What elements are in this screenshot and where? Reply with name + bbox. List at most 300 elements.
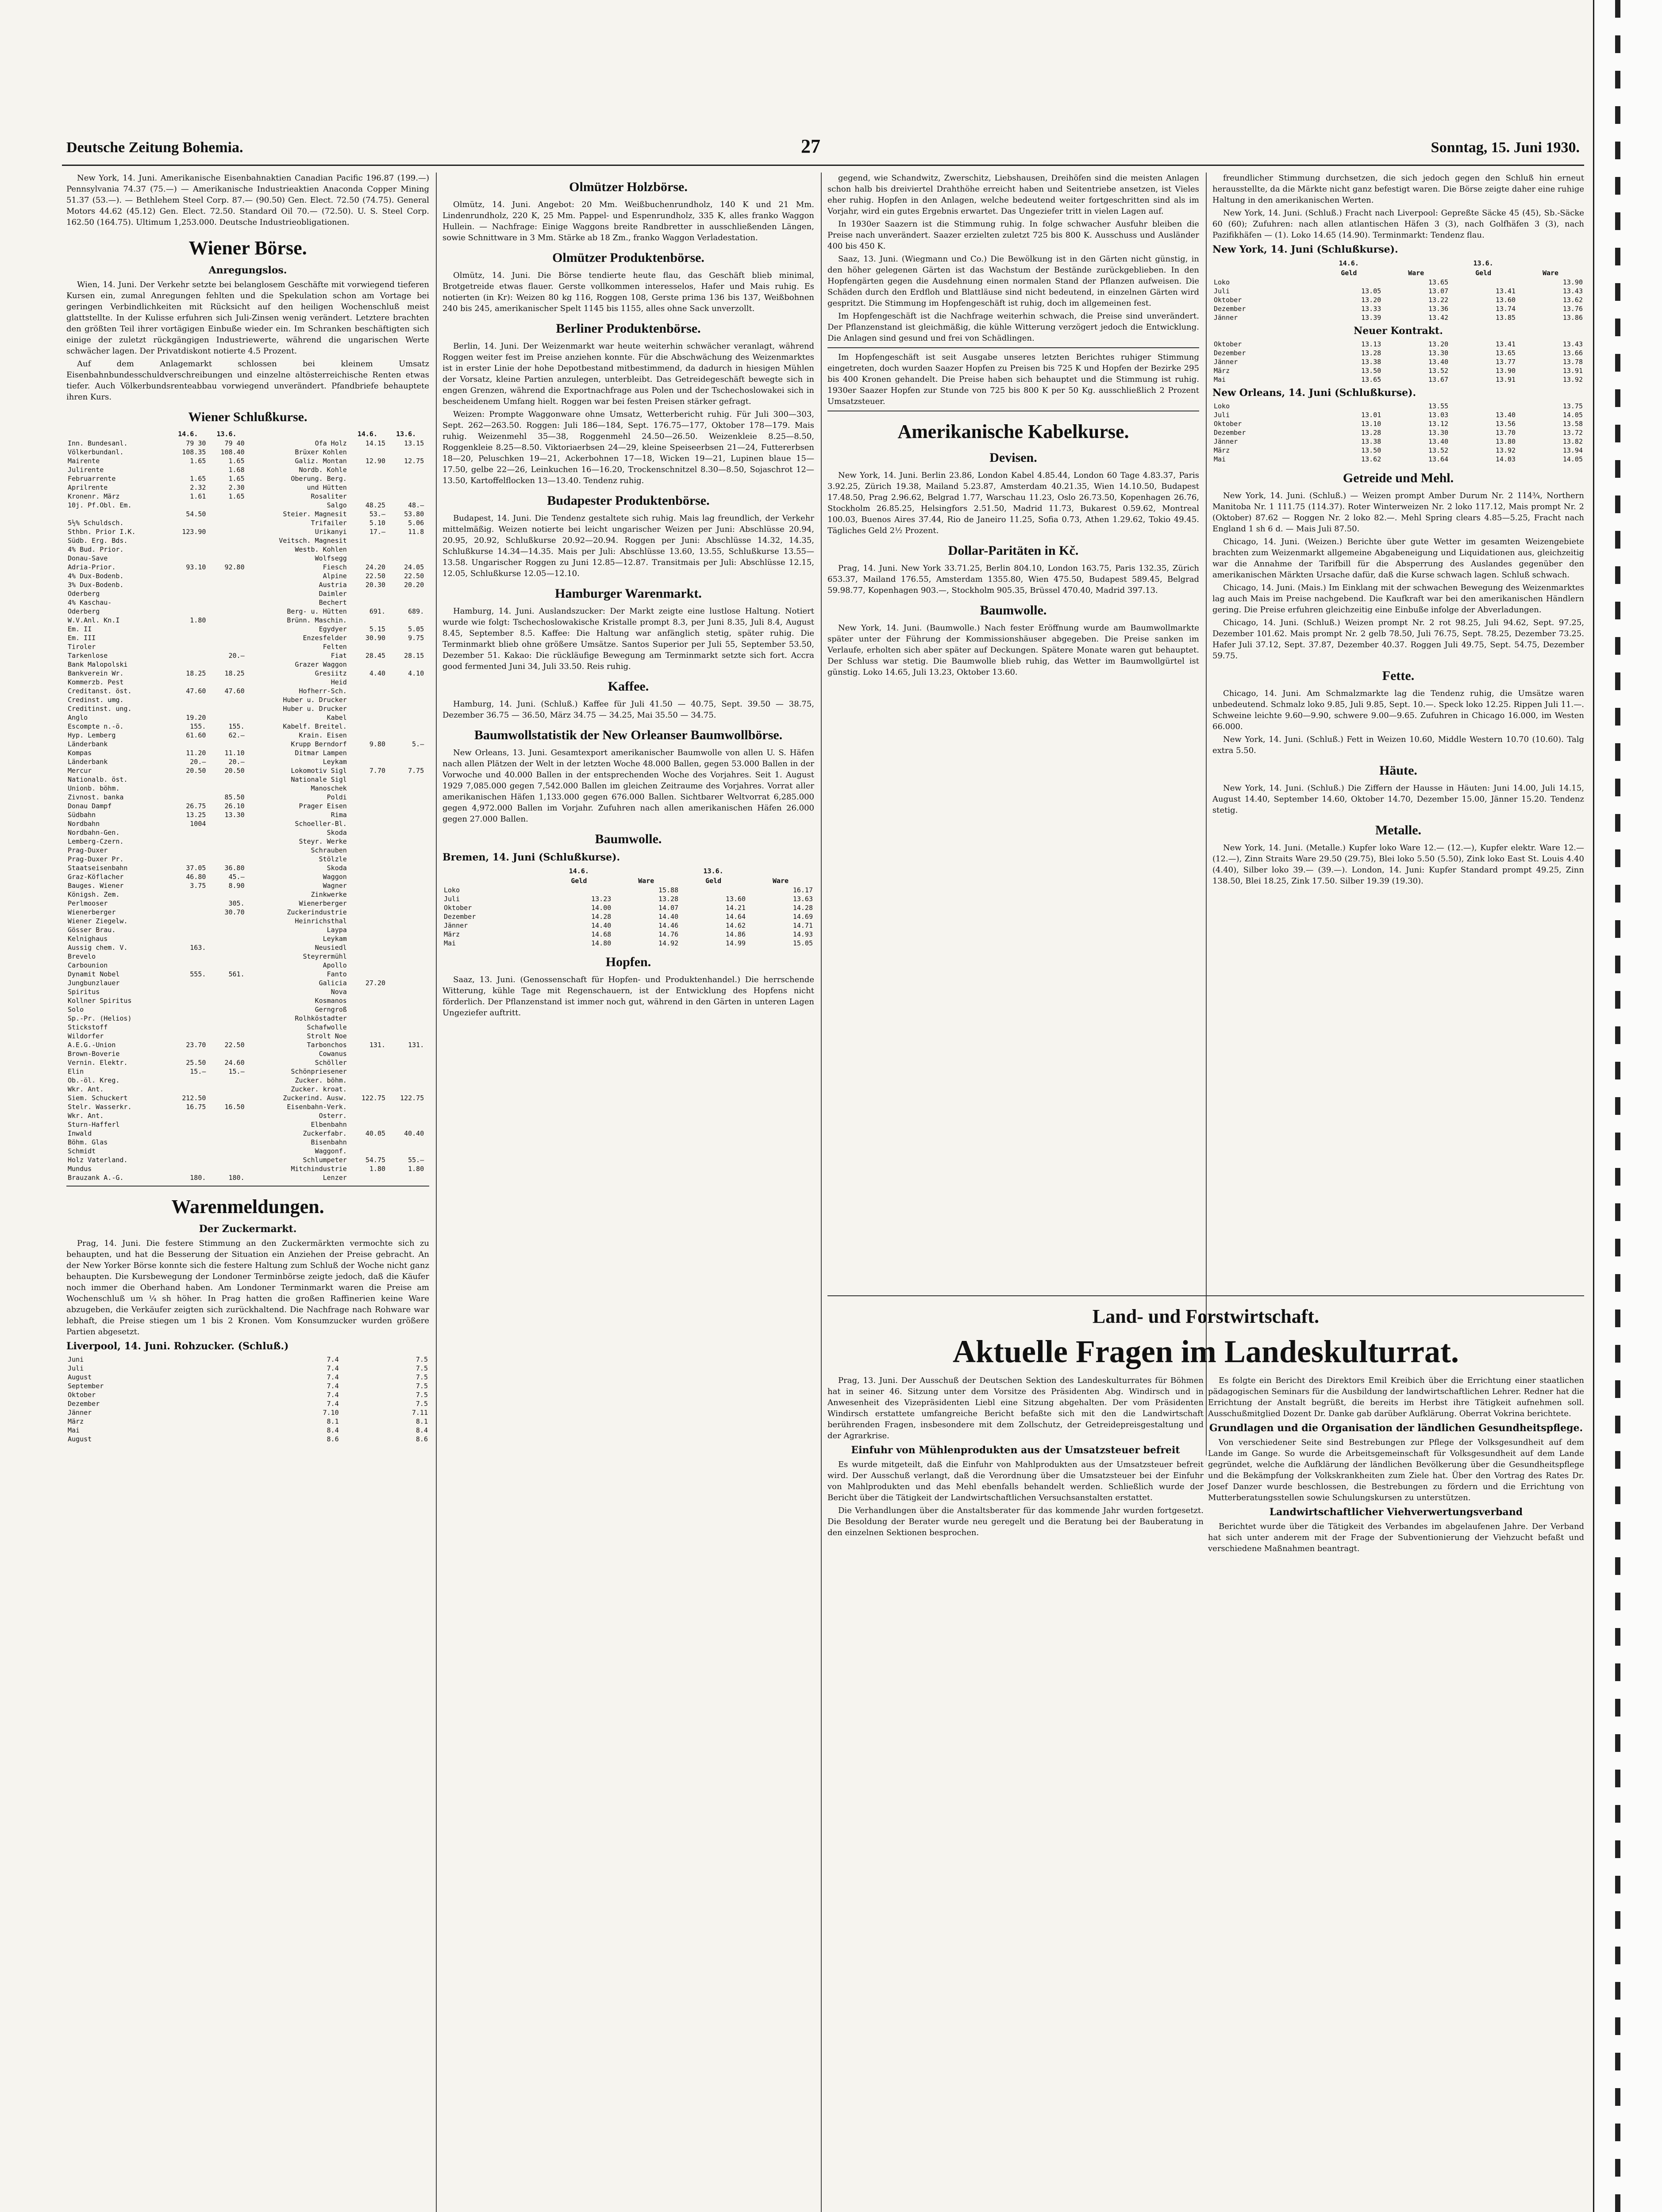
table-row — [1212, 296, 1584, 304]
table-cell: 7.70 — [369, 767, 386, 775]
table-cell — [207, 634, 246, 642]
table-cell: Leykam — [323, 758, 347, 766]
table-cell — [207, 996, 246, 1005]
table-cell — [425, 979, 429, 987]
divider — [827, 347, 1199, 348]
table-cell: Fanto — [327, 970, 347, 978]
table-cell — [348, 926, 387, 934]
table-row — [66, 527, 429, 536]
table-cell — [680, 886, 747, 895]
table-cell: Egydyer — [319, 625, 347, 633]
table-row — [66, 465, 429, 474]
table-cell — [387, 917, 425, 926]
table-cell: Grazer Waggon — [295, 661, 347, 668]
table-cell — [348, 660, 387, 669]
table-header-cell: Ware — [772, 877, 789, 885]
table-cell: Urikanyi — [315, 528, 347, 536]
table-row — [66, 1049, 429, 1058]
table-cell: 13.65 — [1428, 278, 1449, 286]
table-cell: Unionb. böhm. — [68, 784, 120, 792]
table-cell: 62.— — [228, 731, 245, 739]
table-cell: Jänner — [1214, 358, 1238, 366]
table-cell — [169, 501, 207, 510]
table-cell — [348, 678, 387, 687]
mill-products-text: Es wurde mitgeteilt, daß die Einfuhr von Mahlprodukten aus der Umsatzsteuer befreit wird. Der Ausschuß verlangt, daß die Verordnung über die Umsatzsteuer bei der Einfuhr von Mahlprodukten und das Mehl ebenfalls behandelt werden. Schließlich wurde der Bericht über die Tätigkeit der Landwirtschaftlichen Versuchsanstalten erstattet. — [827, 1460, 1204, 1502]
table-cell: 13.60 — [1495, 296, 1516, 304]
table-cell — [387, 1023, 425, 1032]
table-cell: Schafwolle — [307, 1023, 347, 1031]
table-cell: Brevelo — [68, 952, 96, 960]
table-cell — [348, 784, 387, 793]
table-cell: 1.65 — [228, 457, 245, 465]
table-cell: Wiener Ziegelw. — [68, 917, 128, 925]
table-cell: Perlmooser — [68, 899, 108, 907]
table-cell — [387, 846, 425, 855]
table-cell — [207, 1032, 246, 1041]
table-row — [66, 855, 429, 864]
table-cell — [387, 908, 425, 917]
table-row — [66, 616, 429, 625]
table-row — [1212, 340, 1584, 349]
table-cell: 13.82 — [1562, 438, 1583, 445]
table-cell — [207, 1085, 246, 1094]
table-cell: 13.70 — [1495, 429, 1516, 437]
table-cell — [169, 1076, 207, 1085]
table-cell: 53.80 — [404, 510, 424, 518]
table-cell: 108.35 — [182, 448, 206, 456]
table-row — [66, 1156, 429, 1164]
table-row — [1212, 411, 1584, 419]
table-cell: 27.20 — [365, 979, 386, 987]
table-cell — [169, 775, 207, 784]
table-cell: Schmidt — [68, 1147, 96, 1155]
table-cell: Kabel — [327, 714, 347, 722]
table-cell — [207, 934, 246, 943]
table-cell — [207, 607, 246, 616]
olmutz-produce-title: Olmützer Produktenbörse. — [552, 250, 704, 265]
table-cell: 11.10 — [224, 749, 245, 757]
table-cell: Fiat — [331, 652, 347, 660]
table-row — [66, 713, 429, 722]
table-cell: 13.66 — [1562, 349, 1583, 357]
table-cell — [207, 510, 246, 518]
table-cell: 13.63 — [793, 895, 813, 903]
grain-text: New York, 14. Juni. (Schluß.) — Weizen prompt Amber Durum Nr. 2 114¾, Northern Manitoba Nr. 1 111.75 (114.37). Roter Winterweizen Nr. 2 loko 117.12, Mais prompt Nr. 2 (Oktober) 87.62 — Roggen Nr. 2 loko 82.—. Mehl Spring clears 4.85—5.25, Fracht nach England 1 sh 6 d. — Mais Juli 87.50. — [1212, 491, 1584, 534]
table-cell — [207, 775, 246, 784]
ny-stock-report: New York, 14. Juni. Amerikanische Eisenbahnaktien Canadian Pacific 196.87 (199.—) Pennsylvania 74.37 (75.—) — Amerikanische Industrieaktien Anaconda Copper Mining 51.37 (53.—). — Bethlehem Steel Corp. 87.— (90.50) Gen. Elect. 72.50 (74.75). General Motors 44.62 (45.12) Gen. Elect. 72.50. Standard Oil 70.— (72.50). U. S. Steel Corp. 162.50 (164.75). Ultimum 1,253.000. Deutsche Industrieobligationen. — [66, 173, 429, 227]
table-cell — [207, 1129, 246, 1138]
table-cell — [348, 1005, 387, 1014]
table-cell: Prag-Duxer — [68, 846, 108, 854]
table-row — [66, 1102, 429, 1111]
table-cell: 22.50 — [365, 572, 386, 580]
table-row — [66, 492, 429, 501]
table-cell — [348, 731, 387, 740]
table-cell: 20.30 — [365, 581, 386, 589]
table-cell — [169, 784, 207, 793]
table-cell — [387, 979, 425, 987]
table-cell: Zuckerfabr. — [303, 1129, 347, 1137]
table-row — [66, 483, 429, 492]
table-header-cell: 13.6. — [1473, 259, 1493, 267]
table-row — [1212, 304, 1584, 313]
table-cell: Creditinst. ung. — [68, 705, 132, 713]
table-cell: 13.75 — [1562, 402, 1583, 410]
table-cell: Rolhköstadter — [295, 1014, 347, 1022]
budapest-produce-text: Budapest, 14. Juni. Die Tendenz gestaltete sich ruhig. Mais lag freundlich, der Verkehr mittelmäßig. Weizen notierte bei leicht ungarischer Weizen per Juni: Abschlüsse 20.94, 20.95, 20.92, Schlußkurse 20.92—20.94. Roggen per Juni: Abschlüsse 14.32, 14.35, Schlußkurse 14.34—14.35. Mais per Juli: Abschlüsse 13.60, 13.55, Schlußkurse 13.55—13.58. Ungarischer Roggen zu Juni 12.85—12.87. Transitmais per Juli: Abschlüsse 12.15, 12.05, Schlußkurse 12.05—12.10. — [442, 514, 814, 578]
table-row — [1212, 437, 1584, 446]
table-cell: Galiz. Montan — [295, 457, 347, 465]
table-cell — [169, 793, 207, 802]
table-cell: 13.40 — [1428, 358, 1449, 366]
table-cell: 13.40 — [1495, 411, 1516, 419]
table-cell — [387, 890, 425, 899]
table-cell: Steyrermühl — [303, 952, 347, 960]
table-cell — [387, 589, 425, 598]
table-cell: 5.— — [412, 740, 424, 748]
chicago-closing-text: Chicago, 14. Juni. (Schluß.) Weizen prompt Nr. 2 rot 98.25, Juli 94.62, Sept. 97.25, Dezember 101.62. Mais prompt Nr. 2 gelb 78.50, Juli 76.75, Sept. 78.25, Dezember 73.25. Hafer Juli 37.12, Sept. 37.87, Dezember 40.37. Roggen Juli 49.75, Sept. 54.75, Dezember 59.75. — [1212, 618, 1584, 661]
chicago-wheat-text: Chicago, 14. Juni. (Weizen.) Berichte über gute Wetter im gesamten Weizengebiete brachten zum Weizenmarkt allgemeine Abgabeneigung und Liquidationen aus, gleichzeitig war die Annahme der Tarifbill für die Absperrung des Auslandes gegenüber den amerikanischen Märkten Ursache dafür, daß die Kurse schwach lagen. Schluß schwach. — [1212, 537, 1584, 580]
table-row — [66, 607, 429, 616]
table-cell — [387, 731, 425, 740]
table-cell — [207, 1156, 246, 1164]
table-cell: 13.40 — [1428, 438, 1449, 445]
table-cell — [169, 554, 207, 563]
table-cell: Lemberg-Czern. — [68, 837, 124, 845]
table-cell: 8.6 — [416, 1435, 428, 1443]
table-cell: 9.80 — [369, 740, 386, 748]
divider — [66, 1186, 429, 1187]
table-cell: Stickstoff — [68, 1023, 108, 1031]
table-cell: Huber u. Drucker — [283, 705, 347, 713]
table-cell — [348, 749, 387, 757]
table-row — [66, 1147, 429, 1156]
table-cell: Hyp. Lemberg — [68, 731, 116, 739]
table-cell: Waggonf. — [315, 1147, 347, 1155]
table-cell: 14.40 — [658, 913, 679, 921]
hamburg-market-title: Hamburger Warenmarkt. — [555, 586, 702, 601]
table-cell — [169, 1156, 207, 1164]
metals-title: Metalle. — [1375, 823, 1422, 837]
table-cell: Juli — [68, 1364, 84, 1372]
table-row — [1212, 287, 1584, 296]
berlin-produce-title: Berliner Produktenbörse. — [556, 321, 701, 336]
table-cell — [348, 713, 387, 722]
table-cell: 13.38 — [1361, 438, 1381, 445]
table-cell — [207, 740, 246, 749]
table-cell — [207, 846, 246, 855]
table-row — [66, 952, 429, 961]
table-cell — [169, 908, 207, 917]
table-cell: 53.— — [369, 510, 386, 518]
table-cell: 13.13 — [1361, 340, 1381, 348]
table-cell: 14.28 — [591, 913, 612, 921]
table-cell: 13.74 — [1495, 305, 1516, 313]
table-cell: 555. — [190, 970, 206, 978]
table-row — [1212, 375, 1584, 384]
table-cell: Krupp Berndorf — [291, 740, 347, 748]
table-cell: 8.90 — [228, 882, 245, 890]
table-cell: 180. — [228, 1174, 245, 1182]
table-cell: 16.50 — [224, 1103, 245, 1111]
table-cell: Laypa — [327, 926, 347, 934]
table-cell: 1.80 — [369, 1165, 386, 1173]
table-cell — [169, 855, 207, 864]
table-cell: Oktober — [1214, 340, 1242, 348]
table-cell — [348, 1173, 387, 1182]
table-cell: 55.— — [408, 1156, 424, 1164]
table-row — [66, 1032, 429, 1041]
table-cell: Em. III — [68, 634, 96, 642]
table-row — [66, 1111, 429, 1120]
table-cell: Trifailer — [311, 519, 347, 527]
table-cell: Wkr. Ant. — [68, 1112, 104, 1120]
table-cell: 13.92 — [1495, 446, 1516, 454]
budapest-produce-title: Budapester Produktenbörse. — [547, 493, 710, 508]
table-cell — [348, 598, 387, 607]
cotton-ny-text: New York, 14. Juni. (Baumwolle.) Nach fester Eröffnung wurde am Baumwollmarkte später unter der Führung der Kommissionshäuser abgegeben. Die Preise sanken im Verlaufe, erholten sich aber später auf Deckungen. Spätere Monate waren gut behauptet. Der Schluss war stetig. Die Baumwolle blieb ruhig, das Wetter im Baumwollgürtel ist günstig. Loko 14.65, Juli 13.23, Oktober 13.60. — [827, 623, 1199, 677]
table-cell — [169, 572, 207, 580]
table-row — [66, 669, 429, 678]
table-cell: Tarkenlose — [68, 652, 108, 660]
table-cell: Strolt Noe — [307, 1032, 347, 1040]
table-cell: 2.32 — [190, 484, 206, 492]
table-cell — [348, 1111, 387, 1120]
table-cell — [348, 802, 387, 810]
table-cell: 13.42 — [1428, 314, 1449, 322]
table-cell — [348, 492, 387, 501]
table-cell — [348, 1049, 387, 1058]
table-cell — [387, 545, 425, 554]
table-row — [1212, 446, 1584, 455]
table-cell: 5½% Schuldsch. — [68, 519, 124, 527]
table-cell — [348, 1067, 387, 1076]
table-row — [66, 1426, 429, 1435]
table-row — [66, 1094, 429, 1102]
table-cell: Bauges. Wiener — [68, 882, 124, 890]
column-rule — [436, 173, 437, 2212]
table-cell: Bechert — [319, 599, 347, 607]
table-row — [66, 1417, 429, 1426]
table-cell — [387, 881, 425, 890]
table-row — [66, 589, 429, 598]
table-cell: Austria — [319, 581, 347, 589]
table-cell — [387, 1049, 425, 1058]
table-cell — [387, 864, 425, 872]
table-cell: 45.— — [228, 873, 245, 881]
table-row — [66, 598, 429, 607]
table-cell: A.E.G.-Union — [68, 1041, 116, 1049]
divider — [827, 1295, 1584, 1296]
table-cell: Kosmanos — [315, 997, 347, 1005]
table-cell — [1315, 278, 1382, 287]
table-cell: Rosaliter — [311, 492, 347, 500]
table-cell: 7.5 — [416, 1356, 428, 1363]
fats-text: Chicago, 14. Juni. Am Schmalzmarkte lag die Tendenz ruhig, die Umsätze waren unbedeutend. Schmalz loko 9.85, Juli 9.85, Sept. 10.—. Speck loko 12.25. Rippen Juli 11.—. Schweine leichte 9.60—9.90, schwere 9.00—9.65. Zufuhren in Chicago 16.000, im Westen 66.000. — [1212, 689, 1584, 731]
table-cell: 12.90 — [365, 457, 386, 465]
table-cell — [387, 598, 425, 607]
table-cell: Juni — [68, 1356, 84, 1363]
table-cell: 24.60 — [224, 1059, 245, 1067]
table-row — [442, 921, 814, 930]
table-cell — [207, 1111, 246, 1120]
cotton-title: Baumwolle. — [595, 832, 662, 846]
table-cell: 14.40 — [591, 922, 612, 929]
table-cell — [169, 740, 207, 749]
table-cell — [387, 1147, 425, 1156]
table-cell: Südb. Erg. Bds. — [68, 537, 128, 545]
table-cell: 7.5 — [416, 1373, 428, 1381]
american-cable-rates-title: Amerikanische Kabelkurse. — [897, 421, 1129, 442]
table-cell: Dezember — [1214, 349, 1246, 357]
table-cell: 54.50 — [186, 510, 206, 518]
table-cell: 7.4 — [327, 1356, 339, 1363]
closing-prices-title: Wiener Schlußkurse. — [188, 410, 308, 424]
table-cell — [387, 1102, 425, 1111]
table-cell — [169, 1023, 207, 1032]
table-row — [66, 1023, 429, 1032]
table-row — [66, 563, 429, 572]
table-header-cell — [66, 429, 169, 439]
metals-text: New York, 14. Juni. (Metalle.) Kupfer loko Ware 12.— (12.—), Kupfer elektr. Ware 12.— (12.—), Zinn Straits Ware 29.50 (29.75), Blei loko 5.50 (5.50), Zink loko East St. Louis 4.40 (4.40), Silber loko 39.— (39.—). London, 14. Juni: Kupfer Standard prompt 49.25, Zinn 138.50, Blei 18.25, Zink 17.50. Silber 19.39 (19.30). — [1212, 843, 1584, 886]
table-cell: 13.65 — [1495, 349, 1516, 357]
table-cell — [348, 775, 387, 784]
table-row — [66, 1382, 429, 1390]
table-cell: 13.10 — [1361, 420, 1381, 428]
column-2 — [442, 173, 814, 2212]
table-cell: 18.25 — [186, 669, 206, 677]
table-header-cell — [1212, 258, 1315, 268]
table-cell — [348, 704, 387, 713]
table-row — [66, 1364, 429, 1373]
table-row — [442, 886, 814, 895]
table-cell — [348, 864, 387, 872]
table-row — [1212, 419, 1584, 428]
table-cell: 24.20 — [365, 563, 386, 571]
table-cell — [387, 934, 425, 943]
mill-products-title: Einfuhr von Mühlenprodukten aus der Umsatzsteuer befreit — [851, 1444, 1180, 1456]
table-cell: Steyr. Werke — [299, 837, 347, 845]
vienna-exchange-subtitle: Anregungslos. — [208, 265, 287, 276]
hops-title: Hopfen. — [605, 955, 651, 969]
table-cell: Holz Vaterland. — [68, 1156, 128, 1164]
table-cell: Kelnighaus — [68, 935, 108, 943]
table-row — [66, 837, 429, 846]
table-cell: Enzesfelder — [303, 634, 347, 642]
table-cell — [387, 819, 425, 828]
table-cell: Jungbunzlauer — [68, 979, 120, 987]
table-cell: 36.80 — [224, 864, 245, 872]
table-cell: 108.40 — [220, 448, 245, 456]
table-cell: Veitsch. Magnesit — [279, 537, 347, 545]
table-cell: Oktober — [68, 1391, 96, 1399]
table-cell: 1.65 — [228, 475, 245, 483]
table-cell — [387, 616, 425, 625]
table-cell: Wienerberger — [299, 899, 347, 907]
table-cell: Em. II — [68, 625, 92, 633]
table-cell — [169, 634, 207, 642]
table-cell: Felten — [323, 643, 347, 651]
table-cell: Skoda — [327, 864, 347, 872]
table-row — [66, 926, 429, 934]
table-row — [66, 1076, 429, 1085]
table-cell: Mitchindustrie — [291, 1165, 347, 1173]
table-cell — [169, 1014, 207, 1023]
table-cell — [348, 1032, 387, 1041]
table-cell — [387, 1173, 425, 1182]
table-cell: 13.55 — [1428, 402, 1449, 410]
table-cell: 13.50 — [1361, 446, 1381, 454]
table-cell — [169, 651, 207, 660]
table-row — [66, 1390, 429, 1399]
table-cell: 122.75 — [361, 1094, 386, 1102]
table-cell: 689. — [408, 607, 424, 615]
table-cell: 22.50 — [224, 1041, 245, 1049]
table-cell — [1450, 278, 1517, 287]
table-cell — [169, 952, 207, 961]
table-row — [66, 1041, 429, 1049]
table-cell: 30.90 — [365, 634, 386, 642]
table-cell — [207, 1138, 246, 1147]
ny-fats-text: New York, 14. Juni. (Schluß.) Fett in Weizen 10.60, Middle Western 10.70 (10.60). Talg extra 5.50. — [1212, 735, 1584, 755]
ny-cotton-head: New York, 14. Juni (Schlußkurse). — [1212, 244, 1398, 255]
table-cell: 13.90 — [1562, 278, 1583, 286]
table-cell: Cowanus — [319, 1050, 347, 1058]
table-cell: 4.40 — [369, 669, 386, 677]
table-cell — [348, 987, 387, 996]
table-cell: Oktober — [1214, 420, 1242, 428]
table-cell: Länderbank — [68, 740, 108, 748]
table-cell: Creditanst. öst. — [68, 687, 132, 695]
table-cell — [169, 695, 207, 704]
table-cell: 13.33 — [1361, 305, 1381, 313]
table-cell — [207, 1094, 246, 1102]
table-cell: Kommerzb. Pest — [68, 678, 124, 686]
agriculture-headline: Aktuelle Fragen im Landeskulturrat. — [953, 1334, 1459, 1369]
table-cell: 13.28 — [1361, 349, 1381, 357]
table-cell — [348, 448, 387, 457]
table-row — [1212, 455, 1584, 464]
table-cell: Kollner Spiritus — [68, 997, 132, 1005]
table-cell — [387, 483, 425, 492]
table-cell: Stölzle — [319, 855, 347, 863]
table-cell: Alpine — [323, 572, 347, 580]
table-cell — [387, 943, 425, 952]
table-cell: 1004 — [190, 820, 206, 828]
table-cell: 5.15 — [369, 625, 386, 633]
ny-freight-text: New York, 14. Juni. (Schluß.) Fracht nach Liverpool: Gepreßte Säcke 45 (45), Sb.-Säcke 60 (60); Zufuhren: nach allen atlantischen Häfen 3 (3), nach Golfhäfen 3 (3), nach Pazifikhäfen — (1). Loko 14.65 (14.90). Terminmarkt: Tendenz flau. — [1212, 208, 1584, 240]
table-cell: Graz-Köflacher — [68, 873, 124, 881]
table-row — [1212, 428, 1584, 437]
table-cell: Heid — [331, 678, 347, 686]
table-cell — [348, 855, 387, 864]
table-cell — [207, 987, 246, 996]
table-row — [66, 784, 429, 793]
cotton-statistics-title: Baumwollstatistik der New Orleanser Baumwollbörse. — [474, 728, 783, 742]
coffee-text: Hamburg, 14. Juni. (Schluß.) Kaffee für Juli 41.50 — 40.75, Sept. 39.50 — 38.75, Dezember 36.75 — 36.50, März 34.75 — 34.25, Mai 35.50 — 34.75. — [442, 699, 814, 720]
table-cell — [169, 536, 207, 545]
table-cell: Tiroler — [68, 643, 96, 651]
table-cell: Westb. Kohlen — [295, 545, 347, 553]
table-cell — [387, 722, 425, 731]
table-cell — [387, 970, 425, 979]
table-cell: 15.— — [228, 1068, 245, 1075]
table-cell: Ditmar Lampen — [295, 749, 347, 757]
table-row — [66, 518, 429, 527]
agriculture-section — [827, 1292, 1584, 2212]
table-cell — [348, 846, 387, 855]
table-cell: 15.05 — [793, 939, 813, 947]
